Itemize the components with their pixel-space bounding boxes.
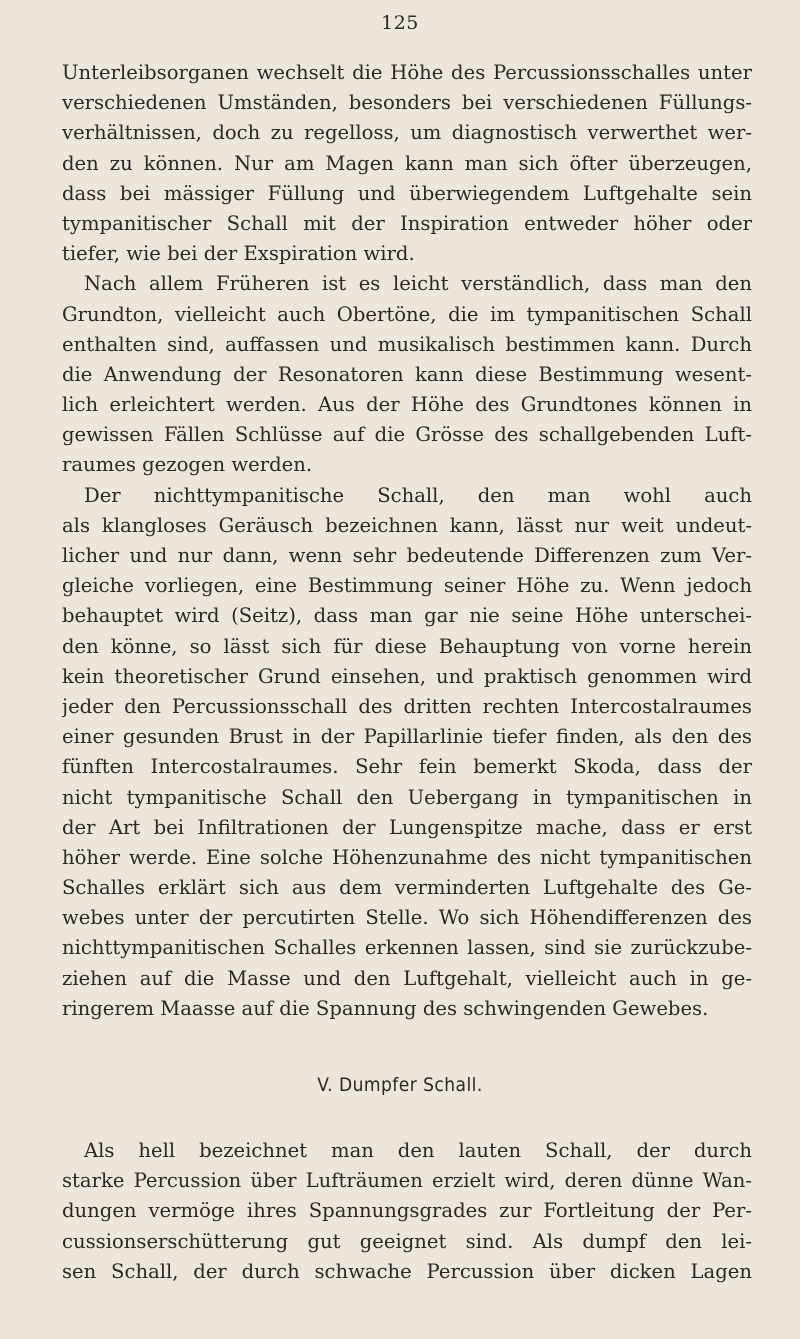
section-heading: V. Dumpfer Schall. (317, 1074, 483, 1096)
text-line: ringerem Maasse auf die Spannung des schwingenden Gewebes. (62, 996, 709, 1020)
text-line: lich erleichtert werden. Aus der Höhe des Grundtones können in (62, 393, 752, 417)
text-line: enthalten sind, auffassen und musikalisch bestimmen kann. Durch (62, 332, 752, 356)
text-line: sen Schall, der durch schwache Percussion über dicken Lagen (62, 1259, 752, 1283)
text-line: Als hell bezeichnet man den lauten Schall, der durch (84, 1139, 752, 1162)
text-line: verhältnissen, doch zu regelloss, um diagnostisch verwerthet wer- (62, 121, 752, 145)
text-line: fünften Intercostalraumes. Sehr fein bemerkt Skoda, dass der (62, 755, 752, 779)
text-line: dungen vermöge ihres Spannungsgrades zur Fortleitung der Per- (62, 1199, 752, 1223)
text-line: einer gesunden Brust in der Papillarlinie tiefer finden, als den des (62, 725, 752, 749)
body-text-section (62, 58, 752, 1024)
text-line: der Art bei Infiltrationen der Lungenspitze mache, dass er erst (62, 815, 752, 839)
text-line: dass bei mässiger Füllung und überwiegendem Luftgehalte sein (62, 181, 752, 205)
text-line: licher und nur dann, wenn sehr bedeutende Differenzen zum Ver- (62, 544, 752, 567)
text-line: cussionserschütterung gut geeignet sind. Als dumpf den lei- (62, 1229, 752, 1253)
text-line: nicht tympanitische Schall den Uebergang in tympanitischen in (62, 785, 752, 809)
text-line: als klangloses Geräusch bezeichnen kann, lässt nur weit undeut- (62, 513, 752, 537)
text-line: verschiedenen Umständen, besonders bei verschiedenen Füllungs- (62, 91, 752, 115)
text-line: Nach allem Früheren ist es leicht verständlich, dass man den (84, 272, 752, 296)
text-line: den könne, so lässt sich für diese Behauptung von vorne herein (62, 634, 752, 658)
text-line: Schalles erklärt sich aus dem verminderten Luftgehalte des Ge- (62, 876, 752, 900)
text-line: gewissen Fällen Schlüsse auf die Grösse des schallgebenden Luft- (62, 423, 752, 447)
text-line: nichttympanitischen Schalles erkennen lassen, sind sie zurückzube- (62, 936, 752, 960)
page-number: 125 (381, 12, 419, 34)
text-line: Grundton, vielleicht auch Obertöne, die im tympanitischen Schall (62, 302, 752, 326)
text-line: Der nichttympanitische Schall, den man wohl auch (84, 483, 752, 507)
text-line: behauptet wird (Seitz), dass man gar nie seine Höhe unterschei- (62, 604, 752, 628)
text-line: jeder den Percussionsschall des dritten rechten Intercostalraumes (62, 694, 752, 718)
text-line: tympanitischer Schall mit der Inspiration entweder höher oder (62, 211, 752, 235)
text-line: starke Percussion über Lufträumen erzielt wird, deren dünne Wan- (62, 1169, 752, 1193)
text-line: die Anwendung der Resonatoren kann diese Bestimmung wesent- (62, 362, 752, 386)
text-line: ziehen auf die Masse und den Luftgehalt, vielleicht auch in ge- (62, 966, 752, 990)
text-line: den zu können. Nur am Magen kann man sich öfter überzeugen, (62, 151, 752, 175)
text-line: kein theoretischer Grund einsehen, und praktisch genommen wird (62, 664, 752, 688)
text-line: raumes gezogen werden. (62, 453, 313, 477)
text-line: webes unter der percutirten Stelle. Wo sich Höhendifferenzen des (62, 906, 752, 930)
text-line: Unterleibsorganen wechselt die Höhe des Percussionsschalles unter (62, 61, 752, 84)
text-line: gleiche vorliegen, eine Bestimmung seiner Höhe zu. Wenn jedoch (62, 574, 752, 598)
body-text-section (62, 1136, 752, 1287)
text-line: tiefer, wie bei der Exspiration wird. (62, 242, 415, 266)
text-line: höher werde. Eine solche Höhenzunahme des nicht tympanitischen (62, 845, 752, 869)
